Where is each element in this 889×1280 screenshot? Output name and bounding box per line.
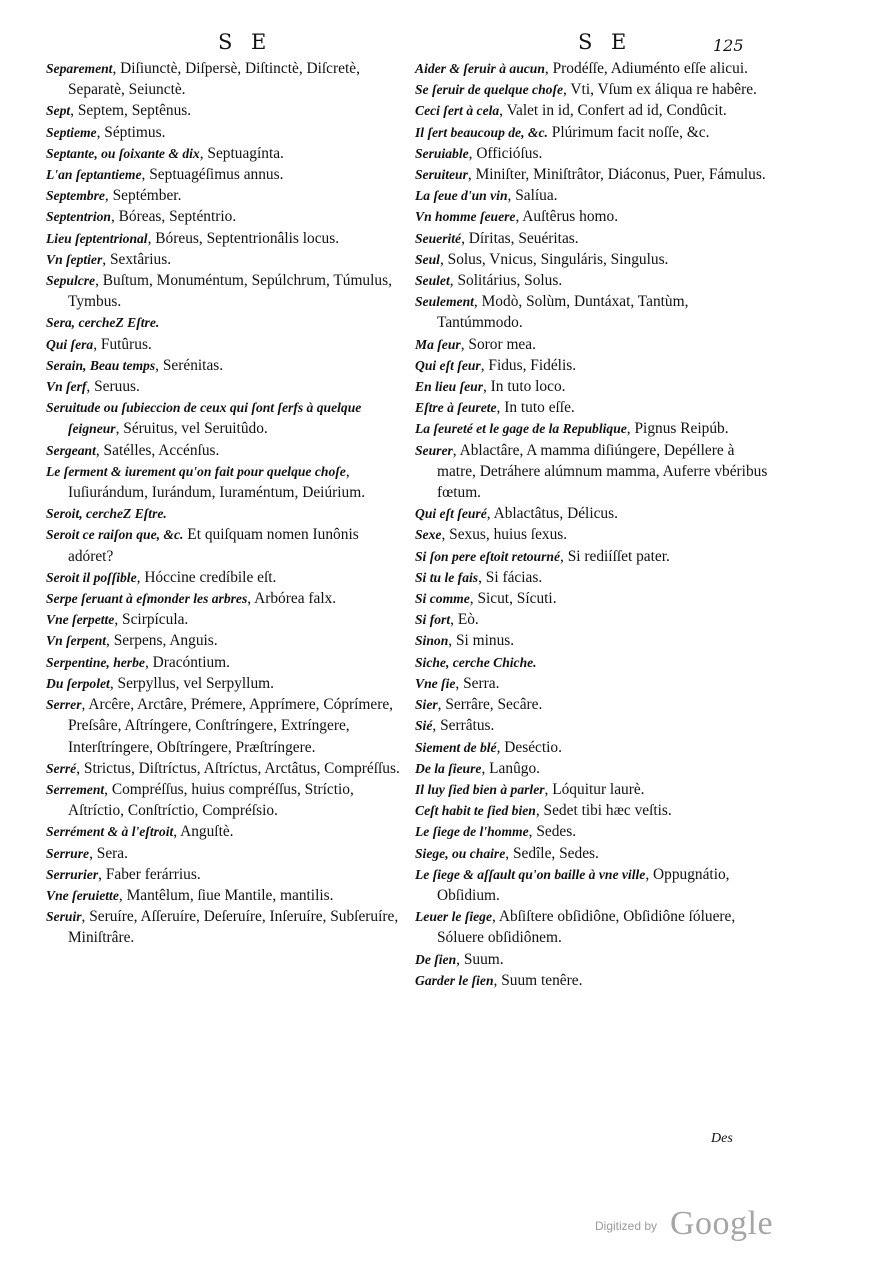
entry-french-term: Ceſt habit te ſied bien	[415, 803, 536, 819]
entry-latin-gloss: , Valet in id, Confert ad id, Condûcit.	[499, 102, 727, 120]
dictionary-entry	[46, 652, 401, 673]
entry-latin-gloss: , Bóreas, Septéntrio.	[110, 208, 237, 226]
entry-french-term: Serrurier	[46, 866, 99, 882]
dictionary-entry	[46, 206, 401, 227]
entry-french-term: Seroit, cercheZ Eſtre.	[46, 506, 167, 522]
dictionary-entry	[415, 843, 770, 864]
entry-french-term: Seruiteur	[415, 167, 468, 183]
entry-latin-gloss: , Serrâtus.	[432, 717, 495, 735]
dictionary-entry	[46, 503, 401, 524]
entry-latin-gloss: , Lóquitur laurè.	[544, 780, 645, 798]
dictionary-entry	[46, 609, 401, 630]
entry-latin-gloss: , Iuſiurándum, Iurándum, Iuraméntum, Deiúrium.	[68, 462, 366, 502]
entry-latin-gloss: , Sextârius.	[102, 250, 172, 268]
dictionary-entry	[415, 588, 770, 609]
dictionary-entry	[415, 609, 770, 630]
entry-french-term: Sinon	[415, 633, 449, 649]
entry-french-term: Serrure	[46, 845, 90, 861]
dictionary-entry	[46, 334, 401, 355]
entry-french-term: Siche, cerche Chiche.	[415, 654, 537, 670]
entry-latin-gloss: , Pignus Reipúb.	[626, 420, 729, 438]
dictionary-entry	[415, 418, 770, 439]
entry-latin-gloss: , Strictus, Diſtríctus, Aſtríctus, Arctâtus, Compréſſus.	[76, 759, 400, 777]
entry-french-term: Seurer	[415, 442, 453, 458]
entry-french-term: Du ſerpolet	[46, 675, 110, 691]
dictionary-entry	[46, 588, 401, 609]
entry-latin-gloss: , Suum.	[456, 950, 504, 968]
entry-french-term: Aider & ſeruir à aucun	[415, 61, 545, 76]
entry-french-term: Si tu le fais	[415, 569, 479, 585]
dictionary-entry	[46, 461, 401, 503]
entry-latin-gloss: , Sedet tibi hæc veſtis.	[535, 802, 672, 820]
dictionary-entry	[46, 567, 401, 588]
entry-french-term: Seruir	[46, 909, 82, 925]
entry-french-term: Si comme	[415, 591, 470, 607]
entry-french-term: Sepulcre	[46, 273, 96, 289]
right-column	[415, 58, 770, 991]
entry-french-term: En lieu ſeur	[415, 379, 483, 395]
entry-french-term: Sexe	[415, 527, 442, 543]
entry-latin-gloss: , Lanûgo.	[481, 759, 541, 777]
dictionary-entry	[415, 291, 770, 333]
entry-latin-gloss: , Solitárius, Solus.	[449, 272, 563, 290]
entry-french-term: Qui eſt ſeuré	[415, 506, 487, 522]
dictionary-entry	[415, 737, 770, 758]
dictionary-entry	[415, 503, 770, 524]
dictionary-entry	[46, 524, 401, 566]
dictionary-entry	[415, 440, 770, 504]
dictionary-entry	[46, 355, 401, 376]
entry-french-term: De ſien	[415, 951, 457, 967]
entry-latin-gloss: , Serpyllus, vel Serpyllum.	[109, 674, 274, 692]
entry-french-term: Serrer	[46, 697, 82, 713]
dictionary-entry	[415, 821, 770, 842]
entry-french-term: Lieu ſeptentrional	[46, 230, 148, 246]
entry-latin-gloss: , Si rediíſſet pater.	[560, 547, 670, 565]
dictionary-entry	[415, 206, 770, 227]
dictionary-entry	[46, 143, 401, 164]
entry-latin-gloss: Et quiſquam nomen Iunônis adóret?	[68, 526, 359, 565]
entry-latin-gloss: , Deséctio.	[496, 738, 562, 756]
dictionary-entry	[415, 864, 770, 906]
entry-latin-gloss: , Compréſſus, huius compréſſus, Stríctio, Aſtríctio, Conſtríctio, Compréſsio.	[68, 780, 354, 820]
dictionary-entry	[415, 779, 770, 800]
dictionary-entry	[415, 673, 770, 694]
entry-latin-gloss: , Sedîle, Sedes.	[505, 844, 599, 862]
entry-french-term: Vne ſerpette	[46, 612, 115, 628]
entry-french-term: De la ſieure	[415, 760, 482, 776]
entry-latin-gloss: , In tuto loco.	[482, 378, 566, 396]
dictionary-entry	[46, 397, 401, 439]
entry-french-term: Le ſiege de l'homme	[415, 824, 529, 840]
dictionary-entry	[415, 694, 770, 715]
entry-french-term: Seroit il poſſible	[46, 569, 137, 585]
entry-french-term: Se ſeruir de quelque choſe	[415, 82, 564, 98]
dictionary-entry	[415, 567, 770, 588]
entry-latin-gloss: , Seruus.	[86, 378, 140, 396]
dictionary-entry	[46, 164, 401, 185]
entry-latin-gloss: , Futûrus.	[93, 335, 152, 353]
dictionary-entry	[415, 758, 770, 779]
entry-latin-gloss: , Solus, Vnicus, Singuláris, Singulus.	[439, 250, 669, 268]
entry-french-term: Septieme	[46, 124, 97, 140]
dictionary-entry	[46, 228, 401, 249]
entry-french-term: Sié	[415, 718, 433, 734]
entry-latin-gloss: , Sera.	[89, 844, 128, 862]
entry-latin-gloss: , Díritas, Seuéritas.	[461, 229, 579, 247]
dictionary-entry	[46, 249, 401, 270]
dictionary-entry	[46, 906, 401, 948]
entry-french-term: Vn ſerpent	[46, 633, 107, 649]
dictionary-entry	[415, 334, 770, 355]
entry-french-term: Siement de blé	[415, 739, 497, 755]
entry-french-term: Siege, ou chaire	[415, 845, 506, 861]
dictionary-entry	[46, 843, 401, 864]
entry-latin-gloss: , In tuto eſſe.	[496, 399, 575, 417]
entry-latin-gloss: , Hóccine credíbile eſt.	[136, 568, 277, 586]
dictionary-entry	[415, 228, 770, 249]
dictionary-entry	[46, 779, 401, 821]
entry-latin-gloss: , Abſiſtere obſidiône, Obſidiône ſóluere, Sóluere obſidiônem.	[437, 908, 736, 947]
entry-latin-gloss: , Diſiunctè, Diſpersè, Diſtinctè, Diſcretè, Separatè, Seiunctè.	[68, 60, 360, 99]
dictionary-entry	[415, 630, 770, 651]
entry-french-term: Sept	[46, 103, 71, 119]
entry-latin-gloss: , Anguſtè.	[173, 823, 234, 841]
entry-french-term: L'an ſeptantieme	[46, 167, 142, 183]
entry-latin-gloss: , Auſtêrus homo.	[515, 208, 619, 226]
entry-french-term: Serain, Beau temps	[46, 357, 156, 373]
entry-latin-gloss: , Salíua.	[507, 187, 558, 205]
dictionary-entry	[46, 100, 401, 121]
entry-latin-gloss: , Scirpícula.	[114, 611, 189, 629]
entry-french-term: Garder le ſien	[415, 972, 494, 988]
entry-latin-gloss: , Sexus, huius ſexus.	[441, 526, 568, 544]
dictionary-entry	[415, 249, 770, 270]
entry-latin-gloss: , Mantêlum, ſiue Mantile, mantilis.	[118, 886, 334, 904]
dictionary-entry	[46, 440, 401, 461]
entry-latin-gloss: , Suum tenêre.	[493, 971, 583, 989]
dictionary-entry	[415, 715, 770, 736]
dictionary-entry	[415, 546, 770, 567]
entry-french-term: Ceci ſert à cela	[415, 103, 500, 119]
dictionary-entry	[415, 355, 770, 376]
entry-latin-gloss: , Sicut, Sícuti.	[469, 590, 557, 608]
dictionary-entry	[415, 100, 770, 121]
dictionary-entry	[46, 694, 401, 758]
entry-french-term: Seuerité	[415, 230, 462, 246]
entry-french-term: Serré	[46, 760, 77, 776]
entry-latin-gloss: , Oppugnátio, Obſidium.	[437, 865, 730, 904]
entry-latin-gloss: , Si minus.	[448, 632, 515, 650]
entry-french-term: La ſeureté et le gage de la Republique	[415, 421, 627, 437]
dictionary-entry	[46, 312, 401, 333]
left-running-head: S E	[218, 30, 273, 54]
entry-latin-gloss: , Ablactâtus, Délicus.	[486, 505, 618, 523]
entry-latin-gloss: , Arbórea falx.	[247, 590, 337, 608]
entry-french-term: Serrement	[46, 781, 105, 797]
entry-latin-gloss: , Si fácias.	[478, 568, 543, 586]
entry-latin-gloss: , Eò.	[450, 611, 479, 629]
dictionary-entry	[46, 630, 401, 651]
entry-french-term: Separement	[46, 61, 113, 76]
dictionary-entry	[415, 122, 770, 143]
entry-latin-gloss: , Septem, Septênus.	[70, 102, 192, 120]
entry-latin-gloss: , Septémber.	[104, 187, 182, 205]
entry-french-term: Seruiable	[415, 145, 469, 161]
entry-french-term: Seulet	[415, 273, 450, 289]
entry-french-term: Eſtre à ſeurete	[415, 400, 497, 416]
entry-french-term: Ma ſeur	[415, 336, 461, 352]
entry-french-term: Seruitude ou ſubieccion de ceux qui ſont ſerfs à quelque ſeigneur	[46, 400, 362, 437]
entry-french-term: Serpe ſeruant à eſmonder les arbres	[46, 591, 248, 607]
entry-latin-gloss: , Faber ferárrius.	[98, 865, 201, 883]
dictionary-entry	[415, 376, 770, 397]
entry-french-term: Vn ſeptier	[46, 251, 103, 267]
entry-french-term: Il ſert beaucoup de, &c.	[415, 124, 548, 140]
dictionary-entry	[415, 79, 770, 100]
dictionary-entry	[46, 376, 401, 397]
entry-french-term: Septentrion	[46, 209, 111, 225]
entry-latin-gloss: , Prodéſſe, Adiuménto eſſe alicui.	[544, 60, 748, 77]
right-running-head: S E	[578, 30, 633, 54]
entry-latin-gloss: , Septuagínta.	[199, 144, 284, 162]
entry-french-term: Leuer le ſiege	[415, 909, 492, 925]
entry-latin-gloss: Plúrimum facit noſſe, &c.	[547, 123, 710, 141]
digitized-by-label: Digitized by	[595, 1219, 658, 1233]
entry-latin-gloss: , Buſtum, Monuméntum, Sepúlchrum, Túmulus, Tymbus.	[68, 272, 392, 311]
entry-latin-gloss: , Sedes.	[528, 823, 577, 841]
entry-french-term: Septembre	[46, 188, 105, 204]
dictionary-entry	[415, 906, 770, 948]
entry-french-term: Septante, ou ſoixante & dix	[46, 145, 200, 161]
entry-latin-gloss: , Séruitus, vel Seruitûdo.	[115, 420, 268, 438]
entry-french-term: Vn homme ſeuere	[415, 209, 516, 225]
dictionary-entry	[46, 122, 401, 143]
entry-latin-gloss: , Serpens, Anguis.	[106, 632, 218, 650]
entry-latin-gloss: , Satélles, Accénſus.	[95, 441, 220, 459]
entry-french-term: Qui ſera	[46, 336, 94, 352]
dictionary-entry	[415, 270, 770, 291]
entry-french-term: Il luy ſied bien à parler	[415, 781, 545, 797]
entry-latin-gloss: , Vti, Vſum ex áliqua re habêre.	[563, 81, 757, 99]
entry-latin-gloss: , Officióſus.	[468, 144, 543, 162]
dictionary-entry	[46, 758, 401, 779]
entry-latin-gloss: , Soror mea.	[460, 335, 536, 353]
entry-french-term: Si ſon pere eſtoit retourné	[415, 548, 560, 564]
dictionary-entry	[415, 164, 770, 185]
dictionary-entry	[415, 185, 770, 206]
entry-french-term: Serpentine, herbe	[46, 654, 145, 670]
entry-french-term: Sier	[415, 697, 438, 713]
entry-french-term: Seulement	[415, 294, 474, 310]
page-number: 125	[713, 36, 744, 55]
dictionary-entry	[415, 800, 770, 821]
entry-latin-gloss: , Arcêre, Arctâre, Prémere, Apprímere, Cóprímere, Preſsâre, Aſtríngere, Conſtríngere, Extríngere, Interſtríngere, Obſtríngere, Præſtríngere.	[68, 696, 394, 756]
dictionary-entry	[46, 821, 401, 842]
entry-french-term: Qui eſt ſeur	[415, 357, 481, 373]
entry-latin-gloss: , Septuagéſimus annus.	[141, 166, 284, 184]
entry-french-term: Si fort	[415, 612, 451, 628]
dictionary-entry	[415, 949, 770, 970]
dictionary-entry	[46, 885, 401, 906]
entry-french-term: Vn ſerf	[46, 379, 87, 395]
entry-french-term: Serrément & à l'eſtroit	[46, 824, 174, 840]
dictionary-entry	[46, 185, 401, 206]
entry-latin-gloss: , Séptimus.	[96, 123, 166, 141]
left-column	[46, 58, 401, 949]
entry-latin-gloss: , Serénitas.	[155, 356, 224, 374]
dictionary-entry	[415, 652, 770, 673]
entry-latin-gloss: , Fidus, Fidélis.	[480, 356, 577, 374]
entry-french-term: Sera, cercheZ Eſtre.	[46, 315, 160, 331]
entry-french-term: Seroit ce raiſon que, &c.	[46, 527, 184, 543]
dictionary-entry	[415, 970, 770, 991]
entry-latin-gloss: , Bóreus, Septentrionâlis locus.	[147, 229, 340, 247]
entry-french-term: La ſeue d'un vin	[415, 188, 508, 204]
google-watermark-logo: Google	[670, 1205, 774, 1242]
dictionary-entry	[46, 864, 401, 885]
entry-latin-gloss: , Seruíre, Aſſeruíre, Deſeruíre, Inſeruíre, Subſeruíre, Miniſtrâre.	[68, 908, 399, 947]
entry-latin-gloss: , Miniſter, Miniſtrâtor, Diáconus, Puer, Fámulus.	[467, 166, 766, 184]
catchword: Des	[711, 1131, 733, 1146]
dictionary-entry	[415, 143, 770, 164]
dictionary-entry	[46, 673, 401, 694]
entry-french-term: Sergeant	[46, 442, 96, 458]
dictionary-entry	[415, 397, 770, 418]
entry-latin-gloss: , Ablactâre, A mamma diſiúngere, Depéllere à matre, Detráhere alúmnum mamma, Auferre vbéribus fœtum.	[437, 441, 768, 502]
entry-french-term: Seul	[415, 251, 440, 267]
entry-latin-gloss: , Serrâre, Secâre.	[437, 696, 543, 714]
entry-latin-gloss: , Dracóntium.	[144, 653, 230, 671]
dictionary-entry	[415, 524, 770, 545]
dictionary-entry	[415, 58, 770, 79]
entry-latin-gloss: , Serra.	[455, 674, 500, 692]
entry-french-term: Le ſerment & iurement qu'on fait pour quelque choſe	[46, 463, 346, 479]
entry-french-term: Vne ſie	[415, 675, 456, 691]
entry-french-term: Le ſiege & aſſault qu'on baille à vne ville	[415, 866, 646, 882]
entry-latin-gloss: , Modò, Solùm, Duntáxat, Tantùm, Tantúmmodo.	[437, 293, 689, 332]
dictionary-entry	[46, 58, 401, 100]
dictionary-entry	[46, 270, 401, 312]
entry-french-term: Vne ſeruiette	[46, 887, 119, 903]
